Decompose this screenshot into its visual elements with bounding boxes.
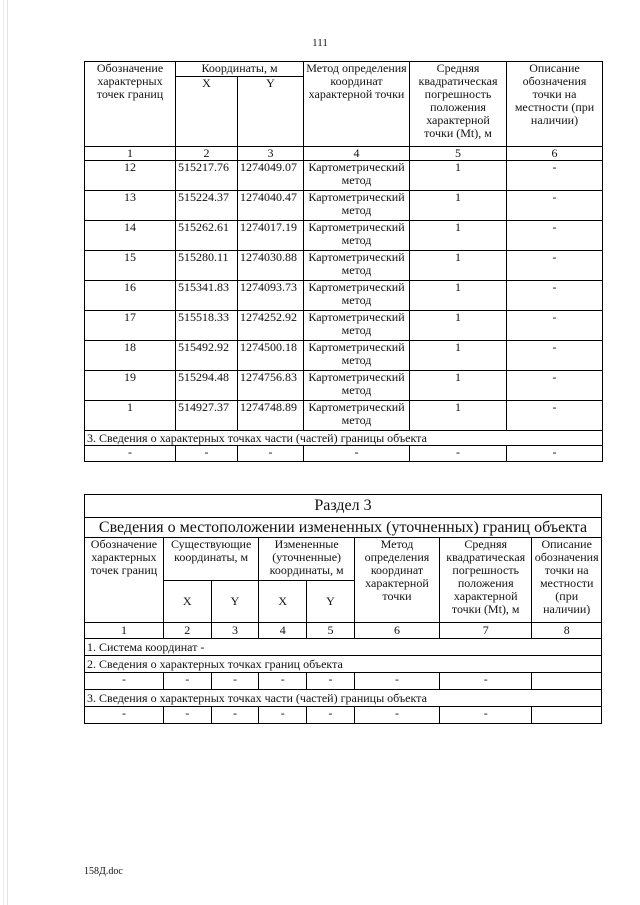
- s3-header-method: Метод определения координат характерной точки: [354, 538, 439, 623]
- description: -: [507, 311, 603, 341]
- column-number: 1: [85, 623, 164, 639]
- empty-cell: [532, 707, 602, 724]
- table-row: [85, 251, 603, 281]
- column-number: 4: [259, 623, 307, 639]
- header-x: X: [176, 77, 238, 147]
- method: Картометрический метод: [304, 371, 410, 401]
- header-coords: Координаты, м: [176, 62, 304, 77]
- coord-x: 515262.61: [176, 221, 238, 251]
- empty-cell: -: [307, 707, 355, 724]
- empty-cell: -: [354, 673, 439, 690]
- point-id: 15: [85, 251, 176, 281]
- empty-cell: -: [259, 673, 307, 690]
- description: -: [507, 251, 603, 281]
- point-id: 12: [85, 161, 176, 191]
- description: -: [507, 401, 603, 431]
- s3-part-points-label: 3. Сведения о характерных точках части (частей) границы объекта: [85, 690, 602, 707]
- section3-subtitle: Сведения о местоположении измененных (уточненных) границ объекта: [85, 518, 602, 538]
- column-number: 2: [176, 147, 238, 161]
- empty-cell: -: [238, 446, 304, 462]
- coord-x: 515280.11: [176, 251, 238, 281]
- s3-boundary-points-label: 2. Сведения о характерных точках границ объекта: [85, 656, 602, 673]
- column-number: 3: [211, 623, 259, 639]
- method: Картометрический метод: [304, 311, 410, 341]
- point-id: 18: [85, 341, 176, 371]
- description: -: [507, 161, 603, 191]
- method: Картометрический метод: [304, 251, 410, 281]
- error-value: 1: [410, 281, 507, 311]
- empty-cell: -: [354, 707, 439, 724]
- s3-header-x1: X: [163, 580, 211, 623]
- coord-y: 1274252.92: [238, 311, 304, 341]
- empty-cell: -: [304, 446, 410, 462]
- error-value: 1: [410, 311, 507, 341]
- column-number: 4: [304, 147, 410, 161]
- coord-x: 515294.48: [176, 371, 238, 401]
- empty-cell: -: [410, 446, 507, 462]
- table-row: [85, 191, 603, 221]
- error-value: 1: [410, 371, 507, 401]
- coord-y: 1274030.88: [238, 251, 304, 281]
- error-value: 1: [410, 191, 507, 221]
- column-number: 6: [354, 623, 439, 639]
- page-number: 111: [312, 37, 328, 49]
- empty-cell: -: [85, 446, 176, 462]
- coord-x: 515217.76: [176, 161, 238, 191]
- s3-header-y1: Y: [211, 580, 259, 623]
- column-number: 5: [307, 623, 355, 639]
- column-number: 6: [507, 147, 603, 161]
- coord-x: 515492.92: [176, 341, 238, 371]
- empty-cell: -: [85, 707, 164, 724]
- coord-y: 1274748.89: [238, 401, 304, 431]
- column-number: 8: [532, 623, 602, 639]
- s3-header-existing: Существующие координаты, м: [163, 538, 259, 581]
- s3-coordinate-system: 1. Система координат -: [85, 639, 602, 656]
- description: -: [507, 371, 603, 401]
- empty-cell: -: [440, 707, 532, 724]
- header-error: Средняя квадратическая погрешность положения характерной точки (Mt), м: [410, 62, 507, 147]
- coord-y: 1274756.83: [238, 371, 304, 401]
- table-row: [85, 281, 603, 311]
- column-number: 7: [440, 623, 532, 639]
- header-method: Метод определения координат характерной точки: [304, 62, 410, 147]
- point-id: 17: [85, 311, 176, 341]
- method: Картометрический метод: [304, 161, 410, 191]
- s3-header-desc: Описание обозначения точки на местности (при наличии): [532, 538, 602, 623]
- coord-y: 1274093.73: [238, 281, 304, 311]
- coord-x: 514927.37: [176, 401, 238, 431]
- empty-cell: -: [163, 673, 211, 690]
- empty-cell: -: [176, 446, 238, 462]
- coord-x: 515224.37: [176, 191, 238, 221]
- section3-title: Раздел 3: [85, 495, 602, 518]
- empty-cell: [532, 673, 602, 690]
- point-id: 1: [85, 401, 176, 431]
- empty-cell: -: [259, 707, 307, 724]
- empty-cell: -: [507, 446, 603, 462]
- document-filename: 158Д.doc: [84, 866, 123, 877]
- description: -: [507, 191, 603, 221]
- header-y: Y: [238, 77, 304, 147]
- method: Картометрический метод: [304, 221, 410, 251]
- table-row: [85, 221, 603, 251]
- coord-y: 1274500.18: [238, 341, 304, 371]
- error-value: 1: [410, 401, 507, 431]
- method: Картометрический метод: [304, 281, 410, 311]
- scan-edge-2: [3, 0, 4, 905]
- table-row: [85, 401, 603, 431]
- s3-header-changed: Измененные (уточненные) координаты, м: [259, 538, 355, 581]
- error-value: 1: [410, 221, 507, 251]
- coord-x: 515341.83: [176, 281, 238, 311]
- table-row: [85, 311, 603, 341]
- point-id: 16: [85, 281, 176, 311]
- empty-cell: -: [211, 707, 259, 724]
- description: -: [507, 281, 603, 311]
- column-number: 2: [163, 623, 211, 639]
- s3-header-error: Средняя квадратическая погрешность положения характерной точки (Mt), м: [440, 538, 532, 623]
- empty-cell: -: [163, 707, 211, 724]
- s3-header-x2: X: [259, 580, 307, 623]
- coord-y: 1274049.07: [238, 161, 304, 191]
- column-number: 3: [238, 147, 304, 161]
- empty-cell: -: [440, 673, 532, 690]
- error-value: 1: [410, 341, 507, 371]
- coord-x: 515518.33: [176, 311, 238, 341]
- section-part-points-label: 3. Сведения о характерных точках части (частей) границы объекта: [85, 431, 603, 446]
- section3-table: [84, 494, 602, 724]
- point-id: 14: [85, 221, 176, 251]
- method: Картометрический метод: [304, 191, 410, 221]
- boundary-points-table: [84, 61, 603, 462]
- error-value: 1: [410, 251, 507, 281]
- table-row: [85, 341, 603, 371]
- header-desc: Описание обозначения точки на местности (при наличии): [507, 62, 603, 147]
- s3-header-point: Обозначение характерных точек границ: [85, 538, 164, 623]
- s3-header-y2: Y: [307, 580, 355, 623]
- method: Картометрический метод: [304, 341, 410, 371]
- point-id: 13: [85, 191, 176, 221]
- scan-edge: [7, 0, 8, 905]
- column-number: 1: [85, 147, 176, 161]
- coord-y: 1274017.19: [238, 221, 304, 251]
- empty-cell: -: [211, 673, 259, 690]
- method: Картометрический метод: [304, 401, 410, 431]
- column-number: 5: [410, 147, 507, 161]
- coord-y: 1274040.47: [238, 191, 304, 221]
- empty-cell: -: [307, 673, 355, 690]
- header-point: Обозначение характерных точек границ: [85, 62, 176, 147]
- table-row: [85, 371, 603, 401]
- error-value: 1: [410, 161, 507, 191]
- point-id: 19: [85, 371, 176, 401]
- description: -: [507, 221, 603, 251]
- empty-cell: -: [85, 673, 164, 690]
- description: -: [507, 341, 603, 371]
- table-row: [85, 161, 603, 191]
